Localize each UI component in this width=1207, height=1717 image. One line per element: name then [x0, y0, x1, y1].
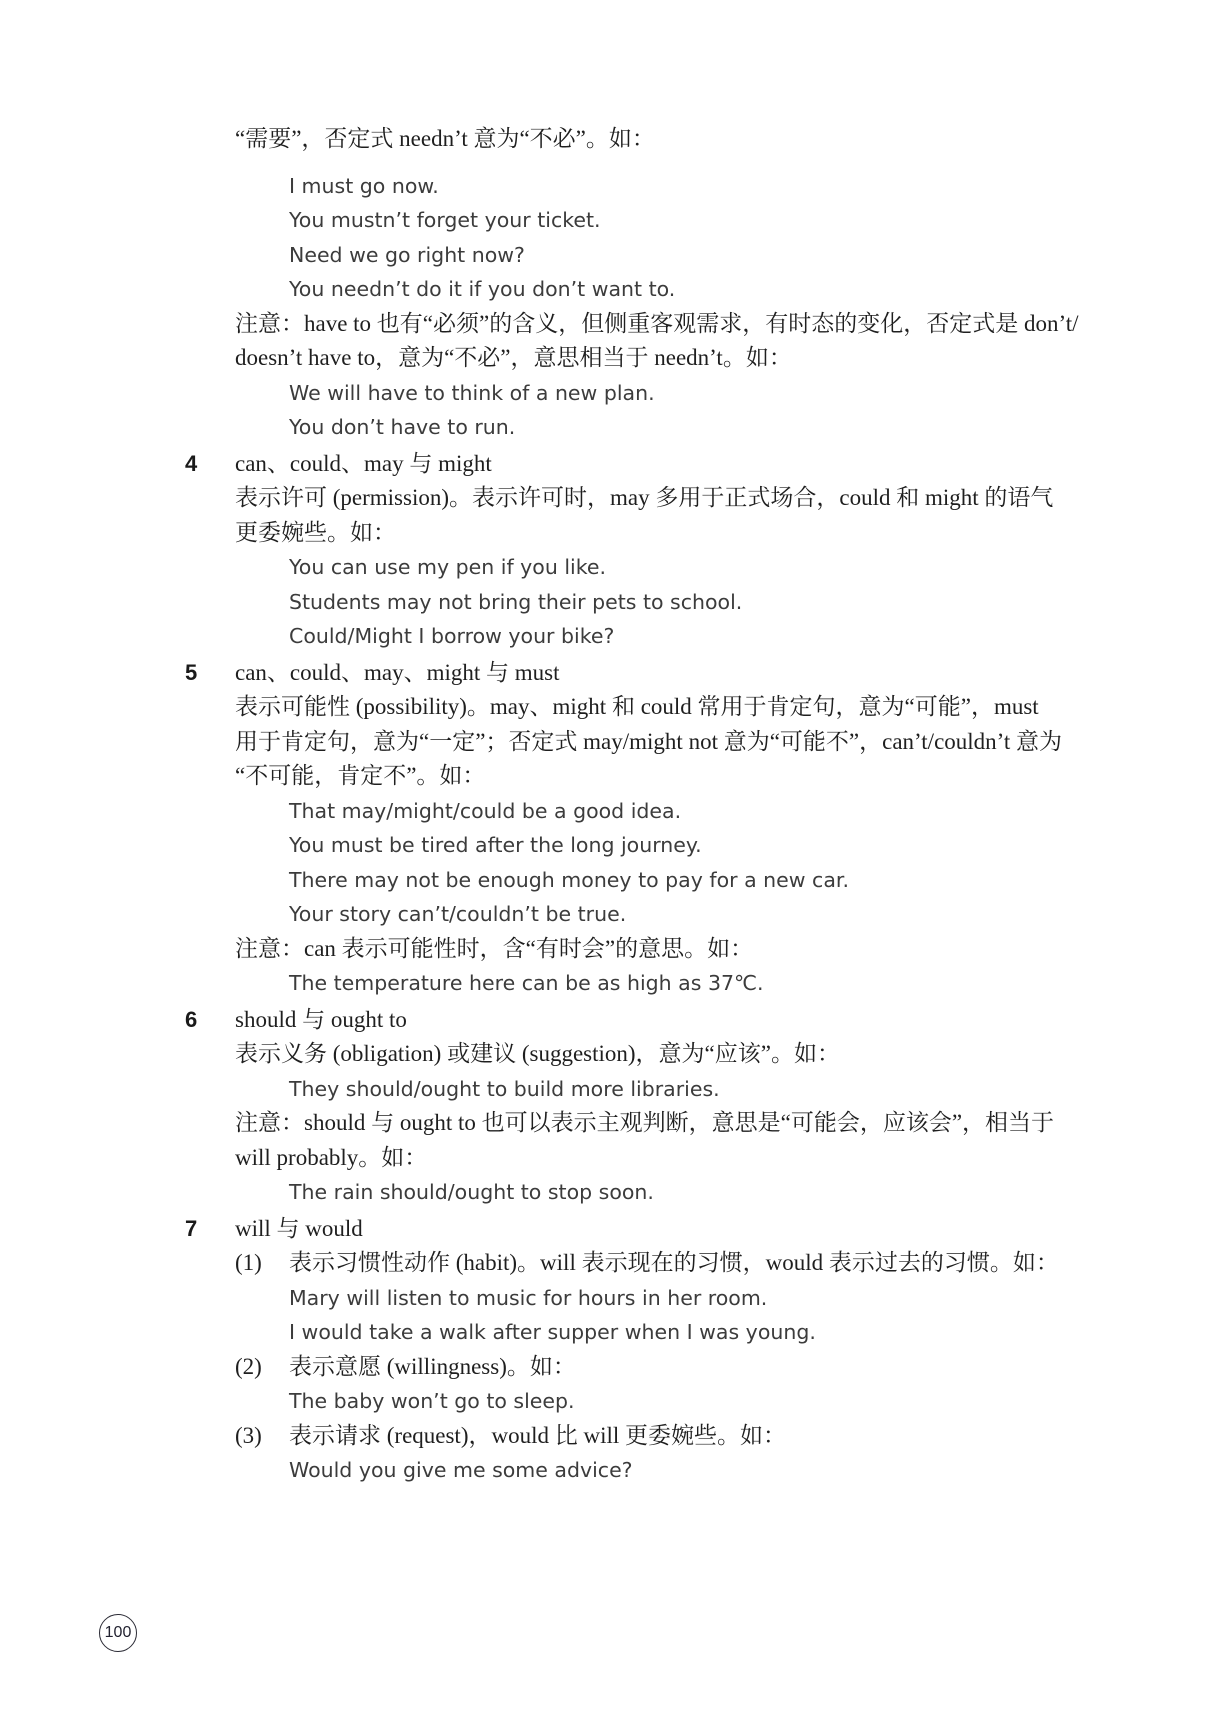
body-paragraph-line: 表示许可 (permission)。表示许可时，may 多用于正式场合，could 和 might 的语气: [235, 485, 1054, 510]
section-heading: [185, 1212, 1185, 1247]
page-number: 100: [104, 1624, 132, 1641]
example-sentence: There may not be enough money to pay for a new car.: [289, 867, 849, 892]
example-sentence: You must be tired after the long journey.: [289, 833, 702, 857]
section-title: will 与 would: [235, 1215, 363, 1241]
body-paragraph-line: 注意：should 与 ought to 也可以表示主观判断，意思是“可能会，应该会”，相当于: [235, 1110, 1055, 1135]
body-paragraph-line: 注意：can 表示可能性时，含“有时会”的意思。如：: [235, 935, 754, 961]
example-sentence: You mustn’t forget your ticket.: [289, 208, 601, 232]
subitem-marker: (3): [235, 1422, 262, 1448]
numbered-subitem: [235, 1246, 1185, 1281]
example-sentence: That may/might/could be a good idea.: [289, 798, 682, 823]
example-sentence: Students may not bring their pets to school.: [289, 589, 743, 614]
section-heading: [185, 1003, 1185, 1038]
example-sentence: Mary will listen to music for hours in her room.: [289, 1285, 768, 1310]
example-sentence: Need we go right now?: [289, 242, 525, 267]
example-sentence: You needn’t do it if you don’t want to.: [289, 277, 676, 301]
body-paragraph-line: will probably。如：: [235, 1144, 428, 1170]
body-paragraph-line: “需要”，否定式 needn’t 意为“不必”。如：: [235, 126, 655, 151]
body-paragraph-line: 用于肯定句，意为“一定”；否定式 may/might not 意为“可能不”，can’t/couldn’t 意为: [235, 728, 1063, 754]
example-sentence: Would you give me some advice?: [289, 1458, 633, 1482]
numbered-subitem: [235, 1350, 1185, 1385]
example-sentence: We will have to think of a new plan.: [289, 380, 655, 405]
example-sentence: Your story can’t/couldn’t be true.: [289, 902, 627, 926]
section-number: 6: [185, 1006, 198, 1032]
section-number: 7: [185, 1215, 198, 1241]
page-number-badge: [99, 1614, 137, 1652]
body-paragraph-line: 表示可能性 (possibility)。may、might 和 could 常用于肯定句，意为“可能”，must: [235, 694, 1039, 719]
subitem-text: 表示请求 (request)，would 比 will 更委婉些。如：: [289, 1422, 787, 1448]
example-sentence: You don’t have to run.: [289, 415, 516, 439]
section-title: should 与 ought to: [235, 1006, 407, 1032]
section-heading: [185, 447, 1185, 482]
subitem-text: 表示意愿 (willingness)。如：: [289, 1353, 576, 1379]
example-sentence: They should/ought to build more libraries.: [289, 1076, 720, 1101]
subitem-marker: (2): [235, 1353, 262, 1379]
section-heading: [185, 656, 1185, 691]
body-paragraph-line: 更委婉些。如：: [235, 519, 396, 545]
section-title: can、could、may、might 与 must: [235, 659, 560, 685]
numbered-subitem: [235, 1419, 1185, 1454]
body-paragraph-line: doesn’t have to，意为“不必”，意思相当于 needn’t。如：: [235, 345, 792, 370]
example-sentence: The temperature here can be as high as 37℃.: [289, 971, 764, 995]
section-number: 5: [185, 659, 198, 685]
example-sentence: I would take a walk after supper when I was young.: [289, 1320, 816, 1344]
content-lines: [185, 122, 1185, 1488]
body-paragraph-line: “不可能，肯定不”。如：: [235, 763, 486, 788]
subitem-text: 表示习惯性动作 (habit)。will 表示现在的习惯，would 表示过去的习惯。如：: [289, 1250, 1059, 1275]
subitem-marker: (1): [235, 1250, 262, 1275]
section-number: 4: [185, 450, 198, 476]
body-paragraph-line: 表示义务 (obligation) 或建议 (suggestion)，意为“应该”。如：: [235, 1041, 840, 1066]
example-sentence: I must go now.: [289, 173, 439, 198]
example-sentence: The baby won’t go to sleep.: [289, 1389, 575, 1413]
example-sentence: Could/Might I borrow your bike?: [289, 624, 615, 648]
body-paragraph-line: 注意：have to 也有“必须”的含义，但侧重客观需求，有时态的变化，否定式是 don’t/: [235, 310, 1079, 336]
example-sentence: The rain should/ought to stop soon.: [289, 1180, 654, 1204]
section-title: can、could、may 与 might: [235, 450, 492, 476]
example-sentence: You can use my pen if you like.: [289, 555, 607, 579]
